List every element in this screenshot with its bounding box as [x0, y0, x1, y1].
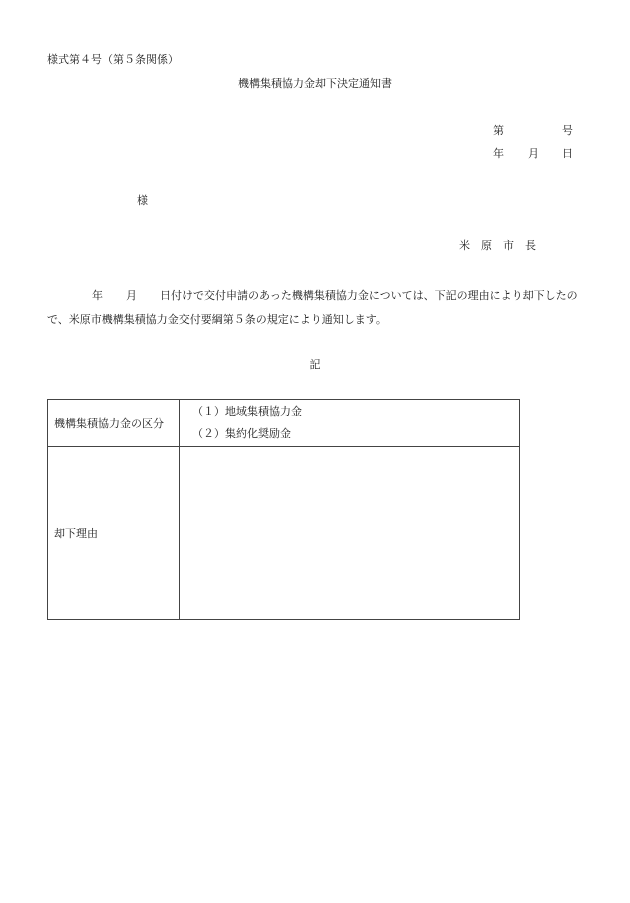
body-month: 月 [126, 289, 137, 302]
date-day: 日 [562, 147, 573, 160]
doc-number-dai: 第 [493, 124, 504, 137]
reason-value [180, 447, 520, 620]
document-title: 機構集積協力金却下決定通知書 [238, 77, 392, 90]
sender: 米 原 市 長 [459, 239, 536, 252]
option-regional: （１）地域集積協力金 [192, 405, 302, 418]
rejection-table [47, 399, 520, 620]
category-label: 機構集積協力金の区分 [48, 400, 180, 447]
body-year: 年 [92, 289, 103, 302]
date-year: 年 [493, 147, 504, 160]
date-month: 月 [528, 147, 539, 160]
addressee-suffix: 様 [137, 194, 148, 207]
table-row-category [48, 400, 520, 447]
form-number: 様式第４号（第５条関係） [47, 53, 179, 66]
body-line1: 日付けで交付申請のあった機構集積協力金については、下記の理由により却下したの [160, 289, 578, 302]
reason-label: 却下理由 [48, 447, 180, 620]
table-row-reason [48, 447, 520, 620]
ki-heading: 記 [309, 358, 321, 371]
body-line2: で、米原市機構集積協力金交付要綱第５条の規定により通知します。 [47, 313, 387, 326]
option-consolidation: （２）集約化奨励金 [192, 427, 291, 440]
doc-number-go: 号 [562, 124, 573, 137]
category-options [180, 400, 520, 447]
